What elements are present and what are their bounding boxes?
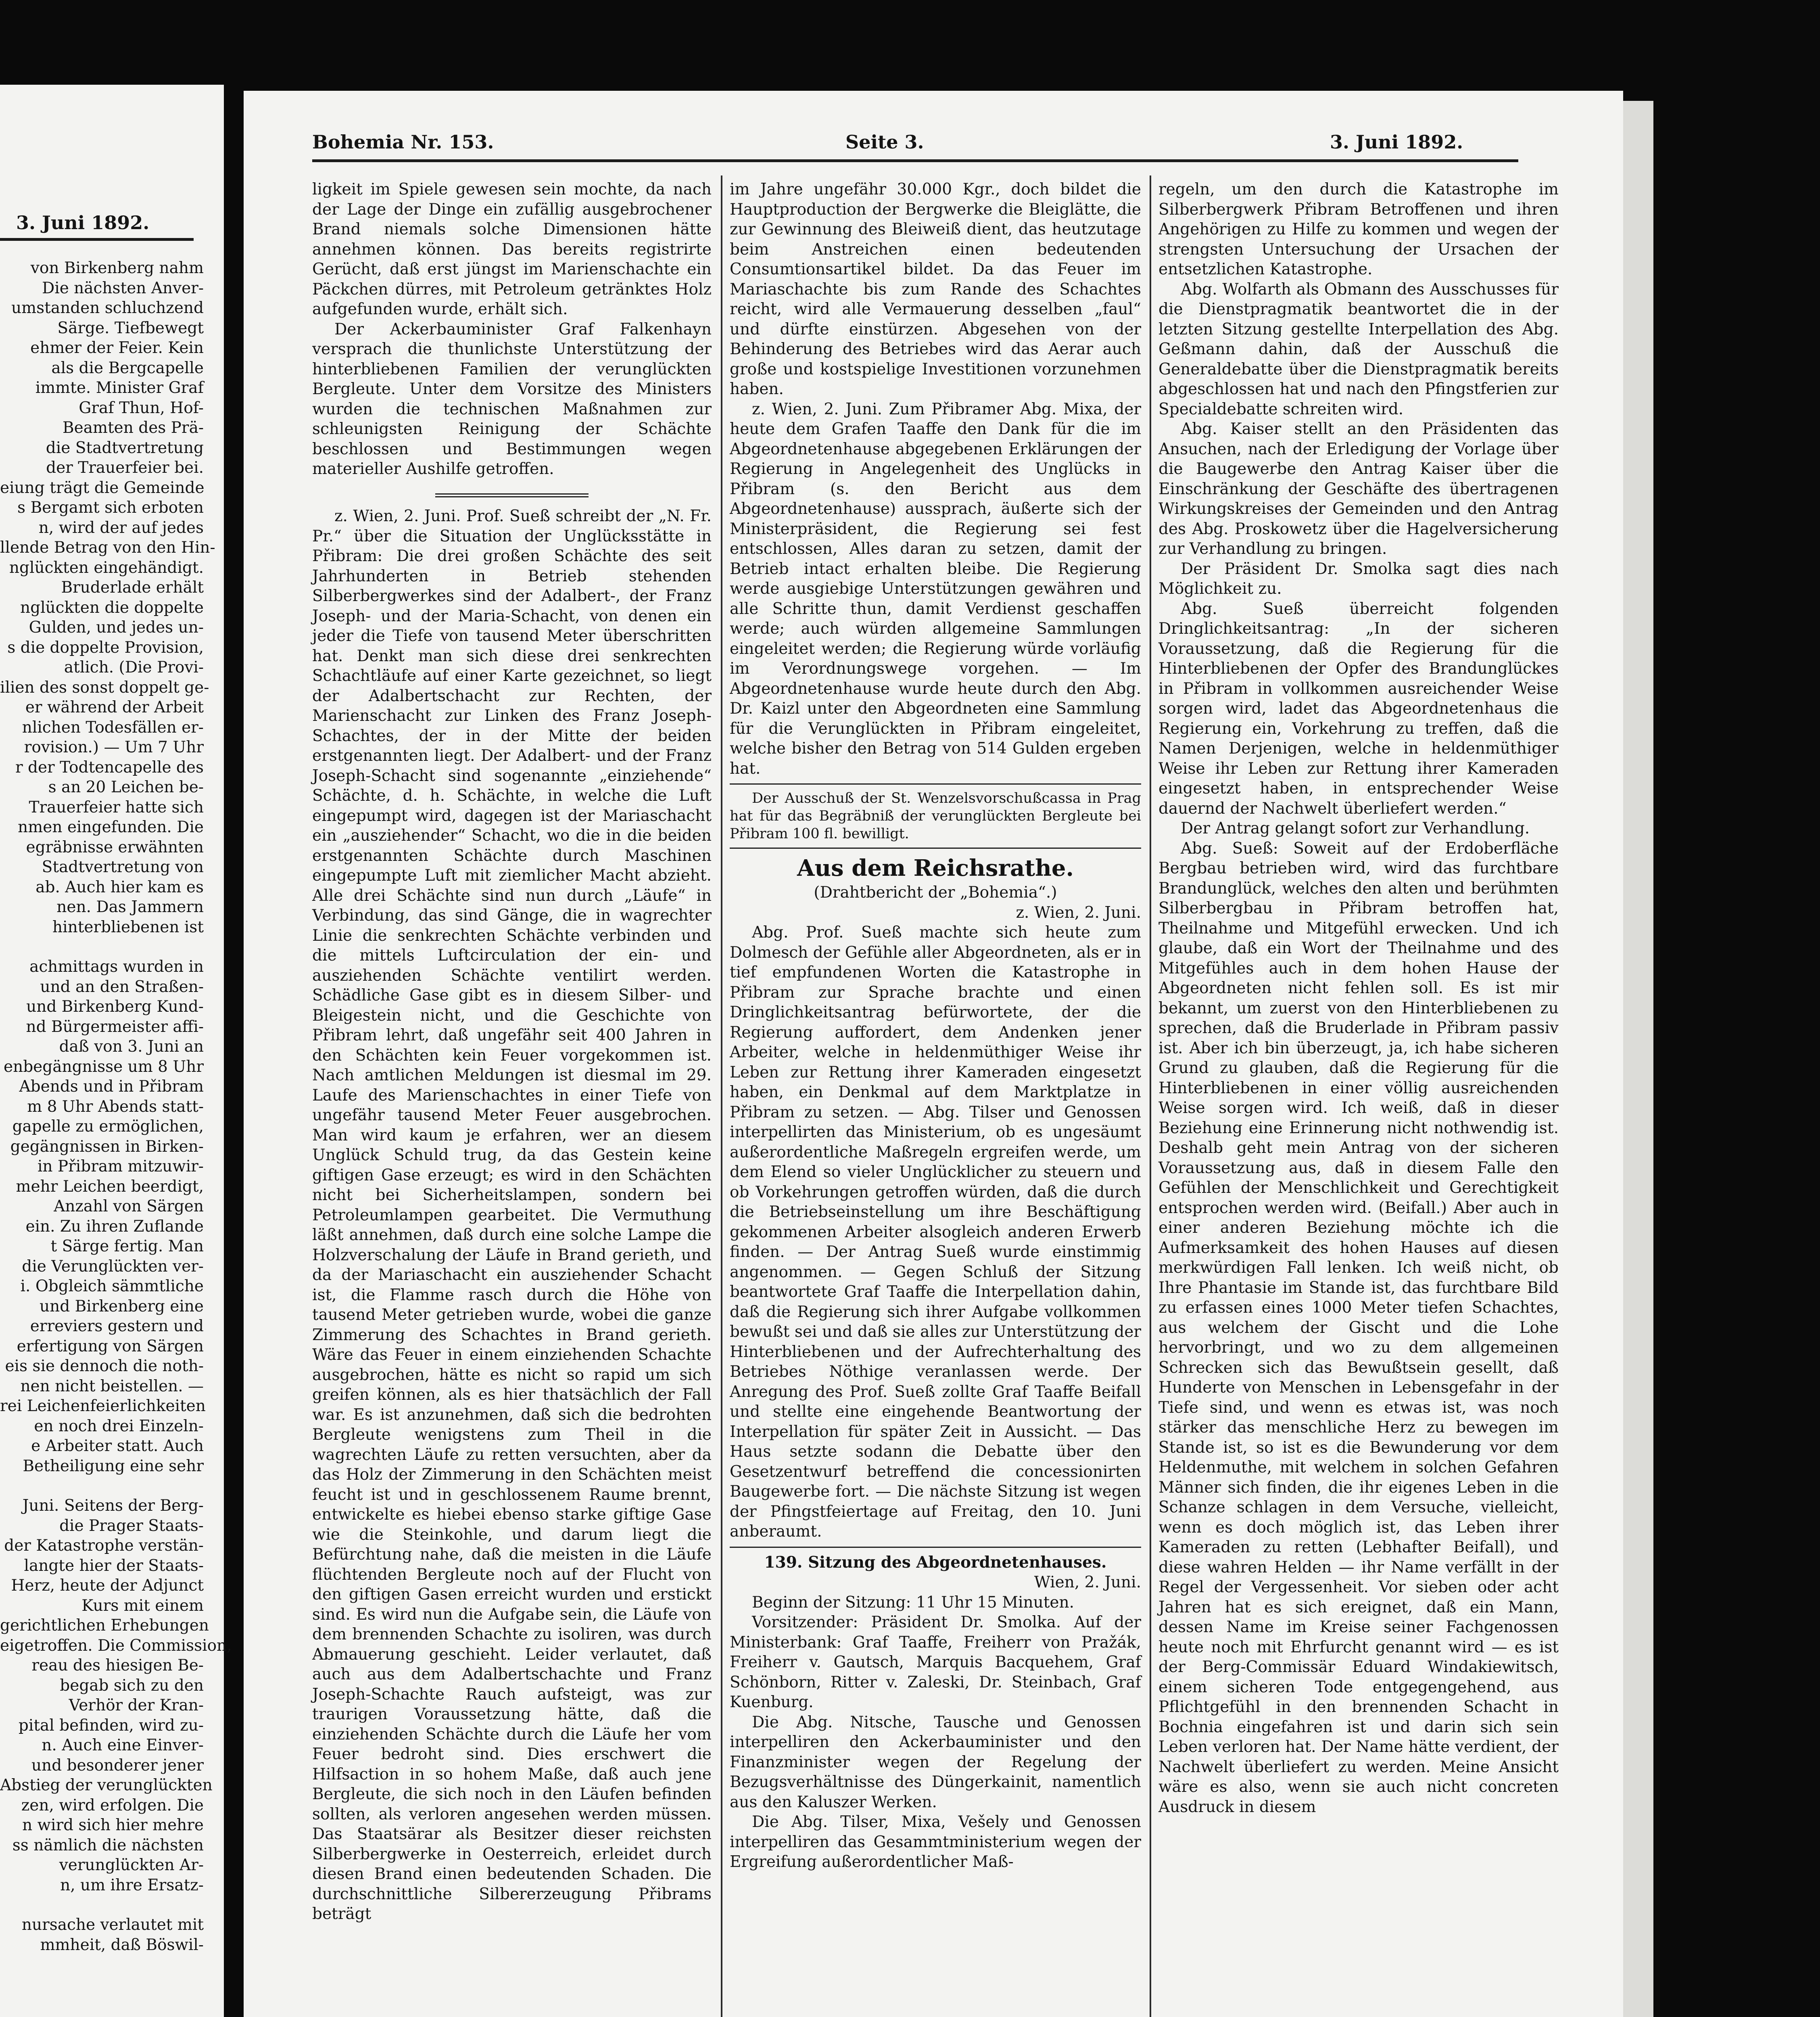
left-page-line: Särge. Tiefbewegt bbox=[57, 319, 204, 337]
left-page-line: zen, wird erfolgen. Die bbox=[21, 1796, 204, 1814]
left-page-line: eis sie dennoch die noth- bbox=[5, 1357, 204, 1375]
left-page-line: ilien des sonst doppelt ge- bbox=[0, 678, 209, 697]
left-page-line: atlich. (Die Provi- bbox=[64, 658, 204, 677]
left-page-line: gapelle zu ermöglichen, bbox=[12, 1117, 204, 1136]
section-heading: Aus dem Reichsrathe. bbox=[797, 855, 1074, 881]
article-paragraph: z. Wien, 2. Juni. Prof. Sueß schreibt der „N. Fr. Pr.“ über die Situation der Unglücksstätte in Přibram: Die drei großen Schächte des seit Jahrhunderten in Betrieb stehenden Silberbergwerkes sind der Adalbert-, der Franz Joseph- und der Maria-Schacht, von denen ein jeder die Tiefe von tausend Meter überschritten hat. Denkt man sich diese drei senkrechten Schachtläufe auf einer Karte gezeichnet, so liegt der Adalbertschacht zur Rechten, der Marienschacht zur Linken des Franz Joseph-Schachtes, der in der Mitte der beiden erstgenannten liegt. Der Adalbert- und der Franz Joseph-Schacht sind sogenannte „einziehende“ Schächte, d. h. Schächte, in welche die Luft eingepumpt wird, dagegen ist der Mariaschacht ein „ausziehender“ Schacht, wo die in die beiden erstgenannten Schächte durch Maschinen eingepumpte Luft mit ziemlicher Macht abzieht. Alle drei Schächte sind nun durch „Läufe“ in Verbindung, das sind Gänge, die in wagrechter Linie die senkrechten Schächte verbinden und die mittels Luftcirculation der ein- und ausziehenden Schächte ventilirt werden. Schädliche Gase gibt es in diesem Silber- und Bleigestein nicht, und die Geschichte von Přibram lehrt, daß ungefähr seit 400 Jahren in den Schächten kein Feuer vorgekommen ist. Nach amtlichen Meldungen ist diesmal im 29. Laufe des Marienschachtes in einer Tiefe von ungefähr tausend Meter Feuer ausgebrochen. Man wird kaum je erfahren, wer an diesem Unglück Schuld trug, da das Gestein keine giftigen Gase erzeugt; es wird in den Schächten nicht bei Sicherheitslampen, sondern bei Petroleumlampen gearbeitet. Die Vermuthung läßt annehmen, daß durch eine solche Lampe die Holzverschalung der Läufe in Brand gerieth, und da der Mariaschacht ein ausziehender Schacht ist, die Flamme rasch durch die Höhe von tausend Meter getrieben wurde, wobei die ganze Zimmerung des Schachtes in Brand gerieth. Wäre das Feuer in einem einziehenden Schachte ausgebrochen, hätte es nicht so rapid um sich greifen können, als es hier thatsächlich der Fall war. Es ist anzunehmen, daß sich die bedrohten Bergleute wenigstens zum Theil in die wagrechten Läufe zu retten versuchten, aber da das Holz der Zimmerung in den Schächten meist feucht ist und in geschlossenem Raume brennt, entwickelte es hiebei ebenso starke giftige Gase wie die Steinkohle, und darum liegt die Befürchtung nahe, daß die meisten in die Läufe flüchtenden Bergleute noch auf der Flucht von den giftigen Gasen erreicht wurden und erstickt sind. Es wird nun die Aufgabe sein, die Läufe von dem brennenden Schachte zu isoliren, was durch Abmauerung geschieht. Leider verlautet, daß auch aus dem Adalbertschachte und Franz Joseph-Schachte Rauch aufsteigt, was zur traurigen Voraussetzung hätte, daß die einziehenden Schächte durch die Läufe her vom Feuer bedroht sind. Dies erschwert die Hilfsaction in so hohem Maße, daß auch jene Bergleute, die sich noch in den Läufen befinden sollten, als verloren angesehen werden müssen. Das Staatsärar als Besitzer dieser reichsten Silberbergwerke in Oesterreich, erleidet durch diesen Brand einen bedeutenden Schaden. Die durchschnittliche Silbererzeugung Přibrams beträgt bbox=[312, 507, 712, 1923]
article-paragraph: Vorsitzender: Präsident Dr. Smolka. Auf der Ministerbank: Graf Taaffe, Freiherr von Pražák, Freiherr v. Gautsch, Marquis Bacquehem, Graf Schönborn, Ritter v. Zaleski, Dr. Steinbach, Graf Kuenburg. bbox=[730, 1613, 1141, 1711]
left-page-line: Betheiligung eine sehr bbox=[23, 1457, 204, 1475]
article-paragraph: Beginn der Sitzung: 11 Uhr 15 Minuten. bbox=[752, 1593, 1075, 1612]
left-page-line: nglückten eingehändigt. bbox=[9, 558, 204, 577]
left-page-line: t Särge fertig. Man bbox=[50, 1237, 204, 1255]
left-page-line: Trauerfeier hatte sich bbox=[29, 798, 204, 816]
left-page-line: als die Bergcapelle bbox=[51, 359, 204, 377]
left-page-line: Kurs mit einem bbox=[81, 1596, 204, 1615]
left-page-line: nmen eingefunden. Die bbox=[18, 818, 204, 836]
section-byline: (Drahtbericht der „Bohemia“.) bbox=[814, 883, 1057, 902]
left-page-line: n. Auch eine Einver- bbox=[42, 1736, 204, 1754]
section-subheading: 139. Sitzung des Abgeordnetenhauses. bbox=[764, 1553, 1107, 1572]
left-page-line: eigetroffen. Die Commission, bbox=[0, 1636, 232, 1655]
left-page-line: der Trauerfeier bei. bbox=[46, 459, 204, 477]
article-paragraph: Der Antrag gelangt sofort zur Verhandlung. bbox=[1181, 819, 1530, 837]
column-divider-2 bbox=[1150, 175, 1151, 2017]
left-page-line: von Birkenberg nahm bbox=[30, 259, 204, 277]
section-separator bbox=[730, 848, 1141, 849]
left-page-line: Herz, heute der Adjunct bbox=[11, 1576, 204, 1595]
left-page-line: s an 20 Leichen be- bbox=[48, 778, 204, 796]
left-page-line: erfertigung von Särgen bbox=[17, 1337, 204, 1355]
left-page-line: Abends und in Přibram bbox=[19, 1077, 204, 1096]
article-paragraph: Die Abg. Nitsche, Tausche und Genossen interpelliren den Ackerbauminister und den Finanzminister wegen der Regelung der Bezugsverhältnisse des Düngerkainit, namentlich aus den Kaluszer Werken. bbox=[730, 1713, 1141, 1811]
left-page-line: en noch drei Einzeln- bbox=[34, 1417, 204, 1435]
left-page-line: egräbnisse erwähnten bbox=[26, 838, 204, 856]
section-ornament bbox=[312, 482, 712, 503]
left-page-line: mehr Leichen beerdigt, bbox=[16, 1177, 204, 1196]
article-paragraph: im Jahre ungefähr 30.000 Kgr., doch bildet die Hauptproduction der Bergwerke die Bleiglätte, die zur Gewinnung des Bleiweiß dient, das heutzutage beim Anstreichen einen bedeutenden Consumtionsartikel bildet. Da das Feuer im Mariaschachte bis zum Rande des Schachtes reicht, wird alle Vermauerung desselben „faul“ und dürfte einstürzen. Abgesehen von der Behinderung des Betriebes wird das Aerar auch große und kostspielige Investitionen vorzunehmen haben. bbox=[730, 180, 1141, 398]
left-page-line: er während der Arbeit bbox=[25, 698, 204, 716]
column-2 bbox=[730, 180, 1141, 2017]
left-page-line: reau des hiesigen Be- bbox=[31, 1656, 204, 1675]
left-page-line: langte hier der Staats- bbox=[24, 1556, 204, 1575]
article-paragraph: regeln, um den durch die Katastrophe im Silberbergwerk Přibram Betroffenen und ihren Angehörigen zu Hilfe zu kommen und wegen der strengsten Untersuchung der Ursachen der entsetzlichen Katastrophe. bbox=[1158, 180, 1559, 278]
left-page-line: und besonderer jener bbox=[31, 1756, 204, 1775]
left-page-line: der Katastrophe verstän- bbox=[4, 1537, 204, 1555]
left-page-line: die Verunglückten ver- bbox=[22, 1257, 204, 1276]
left-page-line bbox=[0, 1476, 204, 1496]
page-number: Seite 3. bbox=[845, 131, 924, 153]
section-separator bbox=[730, 783, 1141, 785]
left-page-line: Die nächsten Anver- bbox=[42, 279, 204, 297]
left-page-line: ehmer der Feier. Kein bbox=[30, 339, 204, 357]
left-page-line: in Přibram mitzuwir- bbox=[37, 1157, 204, 1176]
left-page-line: daß von 3. Juni an bbox=[59, 1038, 204, 1056]
left-page-line: nen. Das Jammern bbox=[56, 898, 204, 916]
left-page-line: umstanden schluchzend bbox=[11, 299, 204, 317]
column-1 bbox=[312, 180, 712, 2017]
section-separator bbox=[730, 1547, 1141, 1548]
left-page-line: llende Betrag von den Hin- bbox=[0, 539, 215, 557]
left-page-line: ss nämlich die nächsten bbox=[12, 1836, 204, 1854]
left-page-line: m 8 Uhr Abends statt- bbox=[27, 1097, 204, 1116]
article-paragraph: z. Wien, 2. Juni. Zum Přibramer Abg. Mixa, der heute dem Grafen Taaffe den Dank für die im Abgeordnetenhause abgegebenen Erklärungen der Regierung in Angelegenheit des Unglücks in Přibram (s. den Bericht aus dem Abgeordnetenhause) aussprach, äußerte sich der Ministerpräsident, die Regierung sei fest entschlossen, Alles daran zu setzen, damit der Betrieb intact erhalten bleibe. Die Regierung werde ausgiebige Unterstützungen gewähren und alle Schritte thun, damit Verdienst geschaffen werde; auch würden allgemeine Sammlungen eingeleitet werden; die Regierung würde vorläufig im Verordnungswege vorgehen. — Im Abgeordnetenhause wurde heute durch den Abg. Dr. Kaizl unter den Abgeordneten eine Sammlung für die Verunglückten in Přibram eingeleitet, welche bisher den Betrag von 514 Gulden ergeben hat. bbox=[730, 400, 1141, 778]
left-page-line: rovision.) — Um 7 Uhr bbox=[24, 738, 204, 756]
left-page-line: pital befinden, wird zu- bbox=[18, 1716, 204, 1735]
article-paragraph: Der Präsident Dr. Smolka sagt dies nach Möglichkeit zu. bbox=[1158, 560, 1559, 598]
header-rule bbox=[312, 159, 1518, 162]
masthead-paper: Bohemia Nr. 153. bbox=[312, 131, 494, 153]
left-page-line: immte. Minister Graf bbox=[35, 379, 204, 397]
article-paragraph: Der Ausschuß der St. Wenzelsvorschußcassa in Prag hat für das Begräbniß der verunglückten Bergleute bei Přibram 100 fl. bewilligt. bbox=[730, 790, 1141, 842]
left-page-line: nglückten die doppelte bbox=[20, 598, 204, 617]
left-page-line: nd Bürgermeister affi- bbox=[26, 1017, 204, 1036]
dateline: Wien, 2. Juni. bbox=[1034, 1573, 1141, 1591]
page-stack-edge bbox=[1623, 101, 1653, 2017]
left-page-date: 3. Juni 1892. bbox=[16, 212, 150, 234]
article-paragraph: Abg. Kaiser stellt an den Präsidenten das Ansuchen, nach der Erledigung der Vorlage über die Baugewerbe den Antrag Kaiser über die Einschränkung der Geschäfte des übertragenen Wirkungskreises der Gemeinden und den Antrag des Abg. Proskowetz über die Hagelversicherung zur Verhandlung zu bringen. bbox=[1158, 420, 1559, 558]
left-page-line: Abstieg der verunglückten bbox=[0, 1776, 213, 1794]
left-page-line: verunglückten Ar- bbox=[59, 1856, 204, 1874]
left-page-line: Graf Thun, Hof- bbox=[79, 399, 204, 417]
left-page-column bbox=[0, 258, 232, 1955]
column-3 bbox=[1158, 180, 1559, 2017]
left-page-line: n, um ihre Ersatz- bbox=[60, 1876, 204, 1894]
left-page-line: ein. Zu ihren Zuflande bbox=[25, 1217, 204, 1236]
left-page-line: s die doppelte Provision, bbox=[7, 638, 204, 657]
left-page-line: r der Todtencapelle des bbox=[15, 758, 204, 777]
left-page-line: und Birkenberg Kund- bbox=[26, 998, 204, 1016]
article-paragraph: Abg. Sueß überreicht folgenden Dringlichkeitsantrag: „In der sicheren Voraussetzung, daß die Regierung für die Hinterbliebenen der Opfer des Brandunglückes in Přibram in vollkommen ausreichender Weise sorgen wird, ladet das Abgeordnetenhaus die Regierung ein, Vorkehrung zu treffen, daß die Namen Derjenigen, welche in heldenmüthiger Weise ihr Leben zur Rettung ihrer Kameraden eingesetzt haben, in entsprechender Weise dauernd der Nachwelt überliefert werden.“ bbox=[1158, 599, 1559, 818]
left-page-line: Stadtvertretung von bbox=[42, 858, 204, 876]
left-page-line: die Prager Staats- bbox=[59, 1516, 204, 1535]
left-header-rule bbox=[0, 238, 194, 241]
article-paragraph: Abg. Prof. Sueß machte sich heute zum Dolmesch der Gefühle aller Abgeordneten, als er in tief empfundenen Worten die Katastrophe in Přibram zur Sprache brachte und einen Dringlichkeitsantrag befürwortete, der die Regierung auffordert, dem Andenken jener Arbeiter, welche in heldenmüthiger Weise ihr Leben zur Rettung ihrer Kameraden eingesetzt haben, ein Denkmal auf dem Marktplatze in Přibram zu setzen. — Abg. Tilser und Genossen interpellirten das Ministerium, ob es ungesäumt außerordentliche Maßregeln ergreifen werde, um dem Elend so vieler Unglücklicher zu steuern und ob Vorkehrungen getroffen würden, daß die durch die Betriebseinstellung um ihre Beschäftigung gekommenen Arbeiter alsogleich anderen Erwerb finden. — Der Antrag Sueß wurde einstimmig angenommen. — Gegen Schluß der Sitzung beantwortete Graf Taaffe die Interpellation dahin, daß die Regierung sich ihrer Aufgabe vollkommen bewußt sei und daß sie alles zur Unterstützung der Hinterbliebenen und der Aufrechterhaltung des Betriebes Nöthige veranlassen werde. Der Anregung des Prof. Sueß zollte Graf Taaffe Beifall und stellte eine eingehende Beantwortung der Interpellation für später Zeit in Aussicht. — Das Haus setzte sodann die Debatte über den Gesetzentwurf betreffend die concessionirten Baugewerbe fort. — Die nächste Sitzung ist wegen der Pfingstfeiertage auf Freitag, den 10. Juni anberaumt. bbox=[730, 923, 1141, 1541]
left-page-line: Juni. Seitens der Berg- bbox=[22, 1497, 204, 1515]
left-page-line: achmittags wurden in bbox=[29, 958, 204, 976]
left-page-line: die Stadtvertretung bbox=[46, 438, 204, 457]
article-paragraph: Der Ackerbauminister Graf Falkenhayn versprach die thunlichste Unterstützung der hinterbliebenen Familien der verunglückten Bergleute. Unter dem Vorsitze des Ministers wurden die technischen Maßnahmen zur schleunigsten Reinigung der Schächte beschlossen und Bestimmungen wegen materieller Aushilfe getroffen. bbox=[312, 320, 712, 478]
left-page-line: begab sich zu den bbox=[60, 1676, 204, 1695]
left-page-line: Verhör der Kran- bbox=[69, 1696, 204, 1714]
left-page-line: mmheit, daß Böswil- bbox=[40, 1936, 204, 1954]
left-page-line: Gulden, und jedes un- bbox=[29, 618, 204, 637]
left-page-line: und an den Straßen- bbox=[40, 977, 204, 996]
left-page-line: rei Leichenfeierlichkeiten bbox=[0, 1397, 206, 1415]
left-page-line: e Arbeiter statt. Auch bbox=[31, 1437, 204, 1455]
left-page-line: Beamten des Prä- bbox=[62, 419, 204, 437]
left-page-line: n, wird der auf jedes bbox=[38, 518, 204, 537]
newspaper-page bbox=[244, 91, 1623, 2017]
left-page-line: enbegängnisse um 8 Uhr bbox=[4, 1057, 204, 1076]
article-paragraph: Abg. Sueß: Soweit auf der Erdoberfläche Bergbau betrieben wird, wird das furchtbare Brandunglück, welches den alten und berühmten Silberbergbau in Přibram betroffen hat, Theilnahme und Mitgefühl erwecken. Und ich glaube, daß ein Wort der Theilnahme und des Mitgefühles auch in dem hohen Hause der Abgeordneten nicht fehlen soll. Es ist mir bekannt, um zuerst von den Hinterbliebenen zu sprechen, daß die Bruderlade in Přibram passiv ist. Aber ich bin überzeugt, ja, ich habe sicheren Grund zu glauben, daß die Regierung für die Hinterbliebenen in einer völlig ausreichenden Weise sorgen wird. Ich weiß, daß in dieser Beziehung eine Erinnerung nicht nothwendig ist. Deshalb geht mein Antrag von der sicheren Voraussetzung aus, daß in diesem Falle den Gefühlen der Menschlichkeit und Gerechtigkeit entsprochen werden wird. (Beifall.) Aber auch in einer anderen Beziehung möchte ich die Aufmerksamkeit des hohen Hauses auf diesen merkwürdigen Fall lenken. Ich weiß nicht, ob Ihre Phantasie im Stande ist, das furchtbare Bild zu erfassen eines 1000 Meter tiefen Schachtes, aus welchem der Gischt und die Lohe hervorbringt, und wo zu dem allgemeinen Schrecken sich das Bewußtsein gesellt, daß Hunderte von Menschen in Lebensgefahr in der Tiefe sind, und wenn es etwas ist, was noch stärker das menschliche Herz zu bewegen im Stande ist, so ist es die Bewunderung vor dem Heldenmuthe, mit welchem in solchen Gefahren Männer sich finden, die ihr eigenes Leben in die Schanze schlagen in dem Versuche, vielleicht, wenn es doch möglich ist, das Leben ihrer Kameraden zu retten (Lebhafter Beifall), und diese wahren Helden — ihr Name verfällt in der Regel der Vergessenheit. Vor sieben oder acht Jahren hat es sich ereignet, daß ein Mann, dessen Name im Kreise seiner Fachgenossen heute noch mit Ehrfurcht genannt wird — es ist der Berg-Commissär Eduard Windakiewitsch, einem sicheren Tode entgegengehend, aus Pflichtgefühl in den brennenden Schacht in Bochnia eingefahren ist und darin sich sein Leben verloren hat. Der Name hätte verdient, der Nachwelt überliefert zu werden. Meine Ansicht wäre es also, wenn sie auch nicht concreten Ausdruck in diesem bbox=[1158, 839, 1559, 1816]
article-paragraph: ligkeit im Spiele gewesen sein mochte, da nach der Lage der Dinge ein zufällig ausgebrochener Brand niemals solche Dimensionen hätte annehmen können. Das bereits registrirte Gerücht, daß erst jüngst im Marienschachte ein Päckchen dürres, mit Petroleum getränktes Holz aufgefunden wurde, erhält sich. bbox=[312, 180, 712, 318]
left-page-line: hinterbliebenen ist bbox=[52, 918, 204, 936]
left-page-line bbox=[0, 1895, 204, 1915]
left-page-line: gerichtlichen Erhebungen bbox=[0, 1616, 209, 1635]
left-page-line: nen nicht beistellen. — bbox=[20, 1377, 204, 1395]
left-page-line: Bruderlade erhält bbox=[61, 578, 204, 597]
left-page-line: i. Obgleich sämmtliche bbox=[20, 1277, 204, 1295]
left-page-line: nursache verlautet mit bbox=[21, 1916, 204, 1934]
left-page-line: eiung trägt die Gemeinde bbox=[0, 478, 205, 497]
left-page-line: n wird sich hier mehre bbox=[22, 1816, 204, 1834]
left-page-line: erreviers gestern und bbox=[30, 1317, 204, 1335]
article-paragraph: Die Abg. Tilser, Mixa, Vešely und Genossen interpelliren das Gesammtministerium wegen der Ergreifung außerordentlicher Maß- bbox=[730, 1813, 1141, 1871]
column-divider-1 bbox=[721, 175, 722, 2017]
left-page-line: s Bergamt sich erboten bbox=[17, 499, 204, 517]
header-date: 3. Juni 1892. bbox=[1330, 131, 1463, 153]
article-paragraph: Abg. Wolfarth als Obmann des Ausschusses für die Dienstpragmatik beantwortet die in der letzten Sitzung gestellte Interpellation des Abg. Geßmann dahin, daß der Ausschuß die Generaldebatte über die Dienstpragmatik bereits abgeschlossen hat und nach den Pfingstferien zur Specialdebatte schreiten wird. bbox=[1158, 280, 1559, 418]
left-page-line: nlichen Todesfällen er- bbox=[22, 718, 204, 737]
left-page-line: gegängnissen in Birken- bbox=[10, 1137, 204, 1156]
left-page-line: Anzahl von Särgen bbox=[54, 1197, 204, 1215]
left-page-fragment bbox=[0, 85, 232, 2017]
left-page-line: ab. Auch hier kam es bbox=[35, 878, 204, 896]
dateline: z. Wien, 2. Juni. bbox=[1016, 903, 1141, 922]
left-page-line: und Birkenberg eine bbox=[39, 1297, 204, 1315]
left-page-line bbox=[0, 937, 204, 957]
